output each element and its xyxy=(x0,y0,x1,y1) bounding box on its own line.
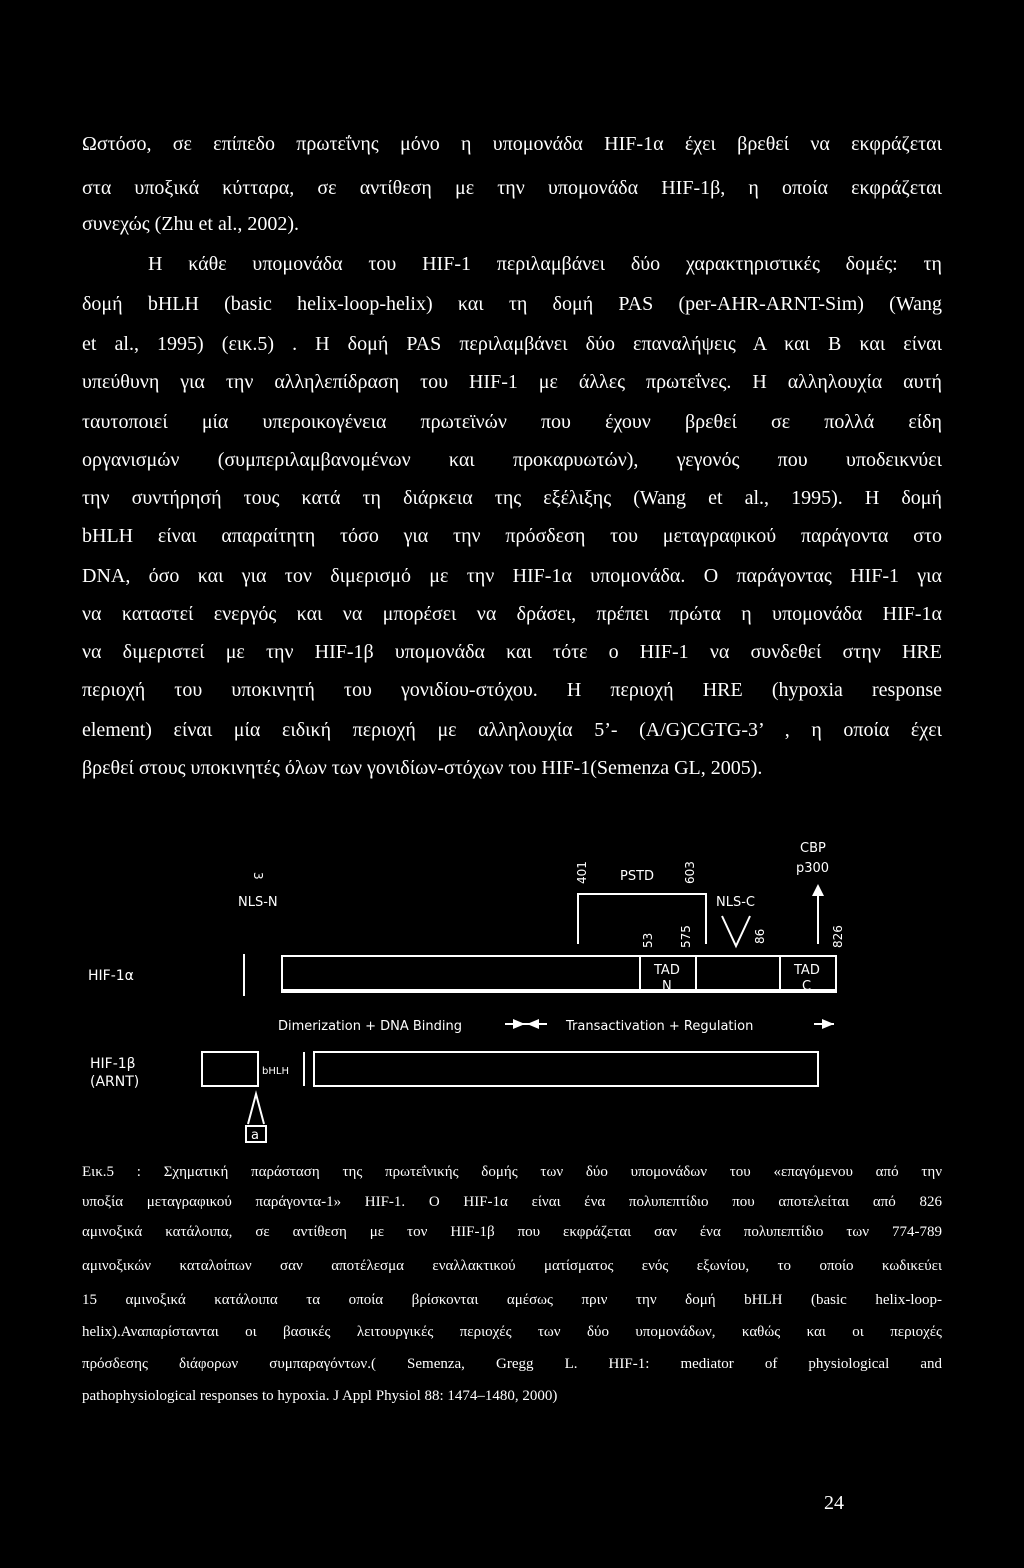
body-line: να διμεριστεί με την HIF-1β υπομονάδα και τότε ο HIF-1 να συνδεθεί στην HRE xyxy=(82,641,942,663)
hif1b-bar xyxy=(314,1052,818,1086)
body-line: δομή bHLH (basic helix-loop-helix) και τη δομή PAS (per-AHR-ARNT-Sim) (Wang xyxy=(82,293,942,315)
tad-n-sub: N xyxy=(662,979,672,994)
body-line: στα υποξικά κύτταρα, σε αντίθεση με την υπομονάδα HIF-1β, η οποία εκφράζεται xyxy=(82,177,942,199)
bhlh-label: bHLH xyxy=(262,1066,289,1077)
arnt-label: (ARNT) xyxy=(90,1074,140,1090)
body-line: Ωστόσο, σε επίπεδο πρωτεΐνης μόνο η υπομονάδα HIF-1α έχει βρεθεί να εκφράζεται xyxy=(82,133,942,155)
caption-line: Εικ.5 : Σχηματική παράσταση της πρωτεΐνικής δομής των δύο υπομονάδων του «επαγόμενου από την xyxy=(82,1164,942,1180)
caption-line: helix).Αναπαρίστανται οι βασικές λειτουργικές περιοχές των δύο υπομονάδων, καθώς και οι περιοχές xyxy=(82,1324,942,1340)
body-line: et al., 1995) (εικ.5) . Η δομή PAS περιλαμβάνει δύο επαναλήψεις Α και Β και είναι xyxy=(82,333,942,355)
hif1a-bar xyxy=(282,956,836,992)
body-line: συνεχώς (Zhu et al., 2002). xyxy=(82,213,300,235)
hif1-structure-figure xyxy=(0,820,1024,1150)
tad-c-sub: C xyxy=(802,979,812,994)
body-line: element) είναι μία ειδική περιοχή με αλληλουχία 5’- (A/G)CGTG-3’ , η οποία έχει xyxy=(82,719,942,741)
transactivation-label: Transactivation + Regulation xyxy=(566,1019,754,1034)
box-a-label: a xyxy=(251,1128,259,1143)
residue-3: 3 xyxy=(251,872,265,880)
dimerization-label: Dimerization + DNA Binding xyxy=(278,1019,462,1034)
caption-line: πρόσδεσης διάφορων συμπαραγόντων.( Semenza, Gregg L. HIF-1: mediator of physiological and xyxy=(82,1356,942,1372)
tad-n-label: TAD xyxy=(654,963,680,978)
hif1b-label: HIF-1β xyxy=(90,1056,136,1072)
body-line: περιοχή του υποκινητή του γονιδίου-στόχου. Η περιοχή HRE (hypoxia response xyxy=(82,679,942,701)
caption-line: 15 αμινοξικά κατάλοιπα τα οποία βρίσκονται αμέσως πριν την δομή bHLH (basic helix-loop- xyxy=(82,1292,942,1308)
a-marker xyxy=(248,1094,264,1124)
hif1b-bhlh-box xyxy=(202,1052,258,1086)
body-line: βρεθεί στους υποκινητές όλων των γονιδίων-στόχων του HIF-1(Semenza GL, 2005). xyxy=(82,757,763,779)
caption-line: αμινοξικά κατάλοιπα, σε αντίθεση με τον HIF-1β που εκφράζεται σαν ένα πολυπεπτίδιο των 774-789 xyxy=(82,1224,942,1240)
body-line: bHLH είναι απαραίτητη τόσο για την πρόσδεση του μεταγραφικού παράγοντα στο xyxy=(82,525,942,547)
nls-c-label: NLS-C xyxy=(716,895,755,910)
body-line: υπεύθυνη για την αλληλεπίδραση του HIF-1 με άλλες πρωτεΐνες. Η αλληλουχία αυτή xyxy=(82,371,942,393)
body-line: ταυτοποιεί μία υπεροικογένεια πρωτεϊνών που έχουν βρεθεί σε πολλά είδη xyxy=(82,411,942,433)
hif1a-label: HIF-1α xyxy=(88,968,134,984)
body-line: την συντήρησή τους κατά τη διάρκεια της εξέλιξης (Wang et al., 1995). Η δομή xyxy=(82,487,942,509)
cbp-label: CBP xyxy=(800,841,826,856)
p300-label: p300 xyxy=(796,861,830,876)
caption-line: αμινοξικών καταλοίπων σαν αποτέλεσμα εναλλακτικού ματίσματος ενός εξωνίου, το οποίο κωδικεύει xyxy=(82,1258,942,1274)
residue-575: 575 xyxy=(679,925,693,948)
body-line: οργανισμών (συμπεριλαμβανομένων και προκαρυωτών), γεγονός που υποδεικνύει xyxy=(82,449,942,471)
caption-line: υποξία μεταγραφικού παράγοντα-1» HIF-1. O HIF-1α είναι ένα πολυπεπτίδιο που αποτελείται από 826 xyxy=(82,1194,942,1210)
nls-c-marker xyxy=(722,916,750,946)
page-number: 24 xyxy=(824,1492,844,1514)
body-line: DNA, όσο και για τον διμερισμό με την HIF-1α υπομονάδα. Ο παράγοντας HIF-1 για xyxy=(82,565,942,587)
residue-86: 86 xyxy=(753,928,767,944)
cbp-arrow-icon xyxy=(812,884,824,896)
residue-401: 401 xyxy=(575,861,589,884)
nls-n-label: NLS-N xyxy=(238,895,278,910)
body-line: να καταστεί ενεργός και να μπορέσει να δράσει, πρέπει πρώτα η υπομονάδα HIF-1α xyxy=(82,603,942,625)
residue-603: 603 xyxy=(683,861,697,884)
body-line: Η κάθε υπομονάδα του HIF-1 περιλαμβάνει δύο χαρακτηριστικές δομές: τη xyxy=(148,253,942,275)
residue-53: 53 xyxy=(641,932,655,948)
tad-c-label: TAD xyxy=(794,963,820,978)
caption-line: pathophysiological responses to hypoxia. J Appl Physiol 88: 1474–1480, 2000) xyxy=(82,1388,558,1404)
pstd-label: PSTD xyxy=(620,869,655,884)
residue-826: 826 xyxy=(831,925,845,948)
